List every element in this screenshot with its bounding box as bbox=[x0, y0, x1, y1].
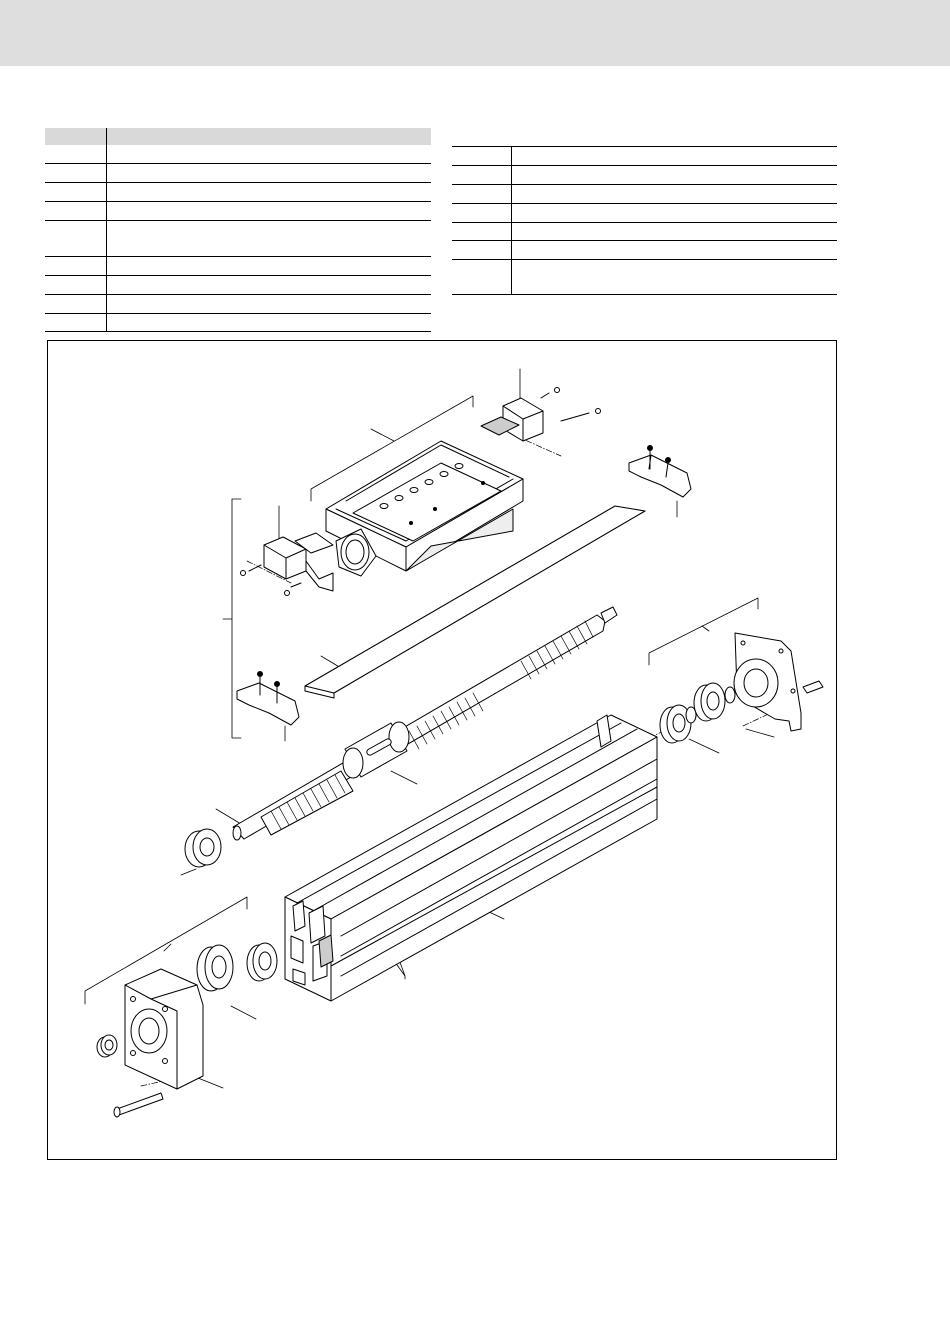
end-seal-front bbox=[241, 533, 334, 596]
parts-table-left bbox=[45, 128, 431, 333]
wiper-bottom bbox=[237, 672, 299, 726]
frame-profile bbox=[285, 715, 657, 1001]
seal-ring-left bbox=[97, 1035, 117, 1057]
page-header-band bbox=[0, 0, 950, 66]
carriage bbox=[326, 441, 523, 576]
bearing-right bbox=[660, 683, 735, 743]
bearing-left bbox=[197, 943, 277, 991]
end-block-bearing bbox=[125, 969, 203, 1089]
screw-nut bbox=[343, 722, 409, 778]
end-block-motor bbox=[734, 633, 823, 731]
lock-nut-left bbox=[185, 829, 221, 867]
screw-left bbox=[114, 1093, 163, 1117]
parts-table-right bbox=[452, 146, 837, 296]
end-seal-rear bbox=[481, 388, 601, 442]
parts-table-left-header bbox=[45, 128, 431, 145]
wiper-top bbox=[629, 446, 691, 498]
exploded-view-figure bbox=[47, 340, 837, 1160]
